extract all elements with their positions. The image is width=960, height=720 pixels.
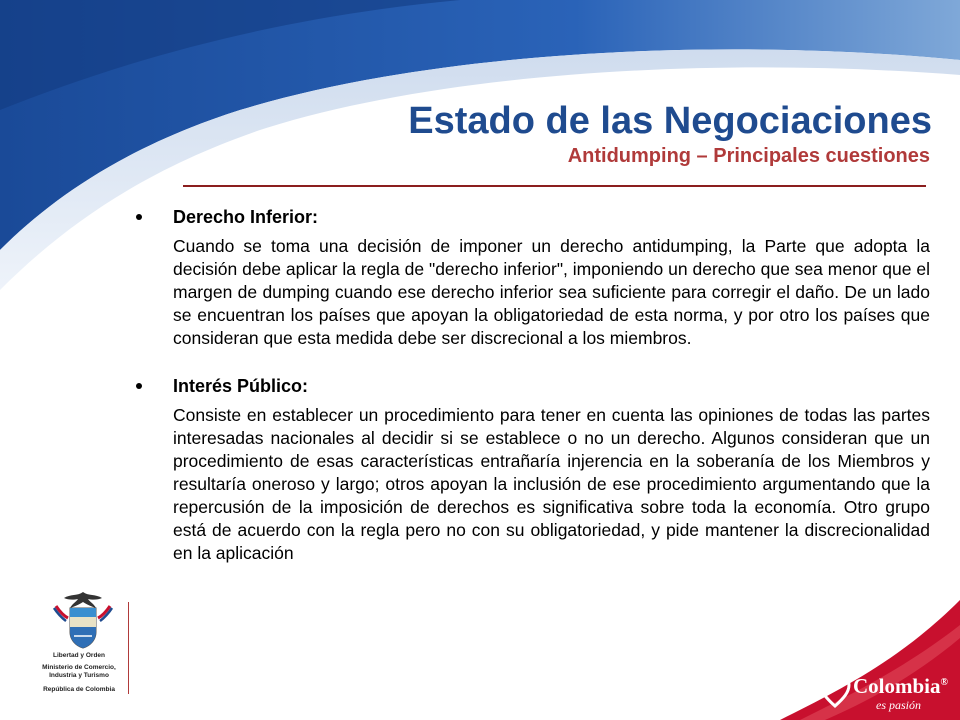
crest-caption xyxy=(34,652,124,694)
crest-country: República de Colombia xyxy=(43,686,115,693)
section-body: Cuando se toma una decisión de imponer un derecho antidumping, la Parte que adopta la decisión debe aplicar la regla de "derecho inferior", imponiendo un derecho que sea menor que el margen de dumping cuando ese derecho inferior sea suficiente para corregir el daño. De un lado se encuentran los países que apoyan la obligatoriedad de esta norma, y por otro los países que consideran que esta medida debe ser discrecional a los miembros. xyxy=(173,236,930,348)
bullet-item-interes-publico xyxy=(136,374,930,565)
bullet-icon xyxy=(136,383,142,389)
colombia-brand-logo xyxy=(818,668,958,718)
colombia-coat-of-arms-icon xyxy=(46,588,120,652)
slide-title: Estado de las Negociaciones xyxy=(408,100,932,142)
section-body: Consiste en establecer un procedimiento para tener en cuenta las opiniones de todas las partes interesadas nacionales al decidir si se establece o no un derecho. Algunos consideran que un procedimiento de esas características entrañaría injerencia en la soberanía de los Miembros y resultaría oneroso y largo; otros apoyan la inclusión de ese procedimiento argumentando que la repercusión de la imposición de derechos es significativa sobre toda la economía. Otro grupo está de acuerdo con la regla pero no con su obligatoriedad, y pide mantener la discrecionalidad en la aplicación xyxy=(173,405,930,563)
crest-motto: Libertad y Orden xyxy=(52,652,105,659)
bullet-item-derecho-inferior xyxy=(136,205,930,350)
brand-tagline: es pasión xyxy=(876,698,921,712)
crest-ministry: Ministerio de Comercio, Industria y Turismo xyxy=(42,664,116,679)
crest-divider xyxy=(128,602,129,694)
title-divider xyxy=(183,185,926,187)
bullet-list xyxy=(136,205,930,565)
section-heading: Derecho Inferior: xyxy=(173,207,319,227)
section-heading: Interés Público: xyxy=(173,376,309,396)
colombia-brand-heart-icon xyxy=(818,672,852,712)
bullet-icon xyxy=(136,214,142,220)
brand-name: Colombia® xyxy=(853,674,948,698)
slide-subtitle: Antidumping – Principales cuestiones xyxy=(567,145,930,167)
